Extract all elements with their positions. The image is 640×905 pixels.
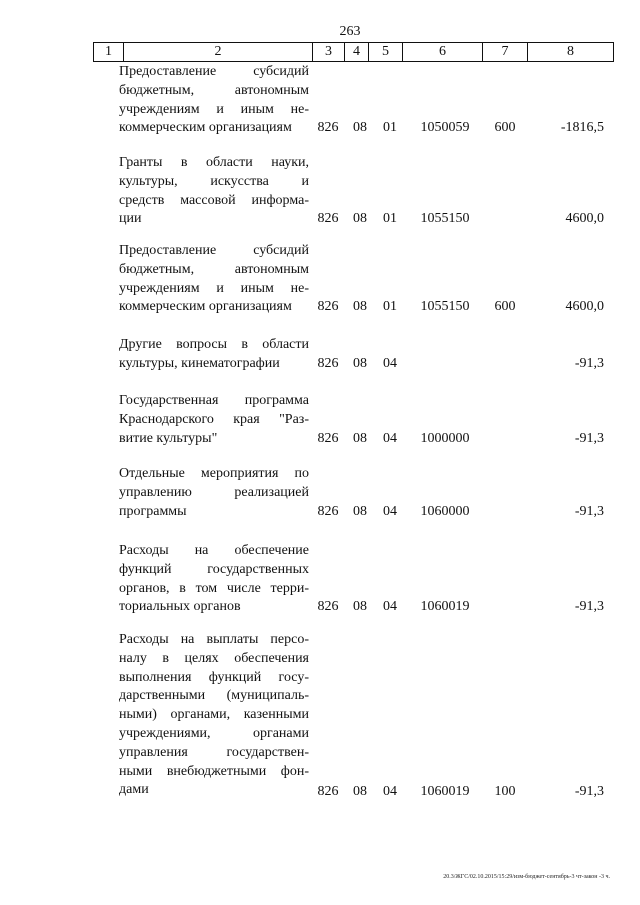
cell-c4: 08 xyxy=(353,120,367,136)
cell-c4: 08 xyxy=(353,599,367,615)
description-line: дами xyxy=(119,782,149,798)
cell-c3: 826 xyxy=(317,355,339,371)
row-description xyxy=(119,242,309,317)
row-description xyxy=(119,336,309,374)
cell-c6: 1055150 xyxy=(420,211,470,227)
description-line: программы xyxy=(119,503,187,519)
header-cell-8: 8 xyxy=(567,44,574,59)
description-line: Предоставление субсидий xyxy=(119,64,309,79)
description-line: Отдельные мероприятия по xyxy=(119,466,309,481)
description-line: витие культуры" xyxy=(119,430,218,446)
description-line: бюджетным, автономным xyxy=(119,82,309,98)
cell-c3: 826 xyxy=(317,120,339,136)
cell-c5: 01 xyxy=(383,120,397,136)
row-description xyxy=(119,465,309,521)
cell-c5: 01 xyxy=(383,211,397,227)
description-line: учреждениям и иным не- xyxy=(119,101,309,117)
cell-c6: 1050059 xyxy=(420,120,470,136)
description-line: Гранты в области науки, xyxy=(119,155,309,170)
header-cell-5: 5 xyxy=(369,43,403,61)
cell-c6: 1060019 xyxy=(420,784,470,800)
cell-c3: 826 xyxy=(317,430,339,446)
cell-c4: 08 xyxy=(353,430,367,446)
cell-c4: 08 xyxy=(353,211,367,227)
description-line: Расходы на выплаты персо- xyxy=(119,632,309,647)
cell-c8: 4600,0 xyxy=(565,299,604,315)
cell-c4: 08 xyxy=(353,503,367,519)
description-line: ными внебюджетными фон- xyxy=(119,763,309,779)
description-line: учреждениями, органами xyxy=(119,725,309,741)
cell-c6: 1000000 xyxy=(420,430,470,446)
cell-c7: 600 xyxy=(494,299,516,315)
header-cell-7: 7 xyxy=(483,43,528,61)
row-description xyxy=(119,392,309,448)
cell-c7: 100 xyxy=(494,784,516,800)
cell-c8: -91,3 xyxy=(574,599,604,615)
description-line: управлению реализацией xyxy=(119,484,309,500)
cell-c4: 08 xyxy=(353,784,367,800)
cell-c8: -91,3 xyxy=(574,784,604,800)
cell-c3: 826 xyxy=(317,784,339,800)
description-line: ными) органами, казенными xyxy=(119,707,309,723)
description-line: Краснодарского края "Раз- xyxy=(119,411,309,427)
cell-c5: 01 xyxy=(383,299,397,315)
description-line: выполнения функций госу- xyxy=(119,669,309,685)
cell-c5: 04 xyxy=(383,599,397,615)
footer-stamp: 20.3/ЖГС/02.10.2015/15:29/изм-бюджет-сентябрь-3 чт-закон -3 ч. xyxy=(443,874,610,880)
cell-c4: 08 xyxy=(353,355,367,371)
cell-c5: 04 xyxy=(383,503,397,519)
cell-c3: 826 xyxy=(317,599,339,615)
description-line: управления государствен- xyxy=(119,744,309,760)
header-cell-4: 4 xyxy=(345,43,369,61)
page-number: 263 xyxy=(339,24,361,39)
table-header-row xyxy=(93,42,614,62)
row-description xyxy=(119,542,309,617)
description-line: ции xyxy=(119,211,142,227)
cell-c3: 826 xyxy=(317,299,339,315)
description-line: бюджетным, автономным xyxy=(119,261,309,277)
cell-c3: 826 xyxy=(317,211,339,227)
description-line: Предоставление субсидий xyxy=(119,243,309,258)
description-line: дарственными (муниципаль- xyxy=(119,688,309,704)
cell-c8: 4600,0 xyxy=(565,211,604,227)
cell-c6: 1055150 xyxy=(420,299,470,315)
header-cell-6: 6 xyxy=(403,43,483,61)
header-cell-1: 1 xyxy=(94,43,124,61)
cell-c6: 1060000 xyxy=(420,503,470,519)
row-description xyxy=(119,63,309,138)
description-line: культуры, искусства и xyxy=(119,173,309,189)
cell-c6: 1060019 xyxy=(420,599,470,615)
description-line: коммерческим организациям xyxy=(119,120,292,136)
cell-c3: 826 xyxy=(317,503,339,519)
description-line: коммерческим организациям xyxy=(119,299,292,315)
row-description xyxy=(119,154,309,229)
description-line: Другие вопросы в области xyxy=(119,337,309,352)
cell-c8: -91,3 xyxy=(574,355,604,371)
description-line: ториальных органов xyxy=(119,599,241,615)
description-line: функций государственных xyxy=(119,561,309,577)
description-line: Расходы на обеспечение xyxy=(119,543,309,558)
row-description xyxy=(119,631,309,800)
description-line: учреждениям и иным не- xyxy=(119,280,309,296)
description-line: органов, в том числе терри- xyxy=(119,580,309,596)
description-line: Государственная программа xyxy=(119,393,309,408)
cell-c5: 04 xyxy=(383,355,397,371)
cell-c8: -91,3 xyxy=(574,430,604,446)
header-cell-2: 2 xyxy=(124,43,313,61)
cell-c8: -91,3 xyxy=(574,503,604,519)
cell-c5: 04 xyxy=(383,430,397,446)
description-line: средств массовой информа- xyxy=(119,192,309,208)
cell-c5: 04 xyxy=(383,784,397,800)
cell-c8: -1816,5 xyxy=(560,120,604,136)
description-line: налу в целях обеспечения xyxy=(119,650,309,666)
cell-c4: 08 xyxy=(353,299,367,315)
cell-c7: 600 xyxy=(494,120,516,136)
description-line: культуры, кинематографии xyxy=(119,355,280,371)
header-cell-3: 3 xyxy=(313,43,345,61)
